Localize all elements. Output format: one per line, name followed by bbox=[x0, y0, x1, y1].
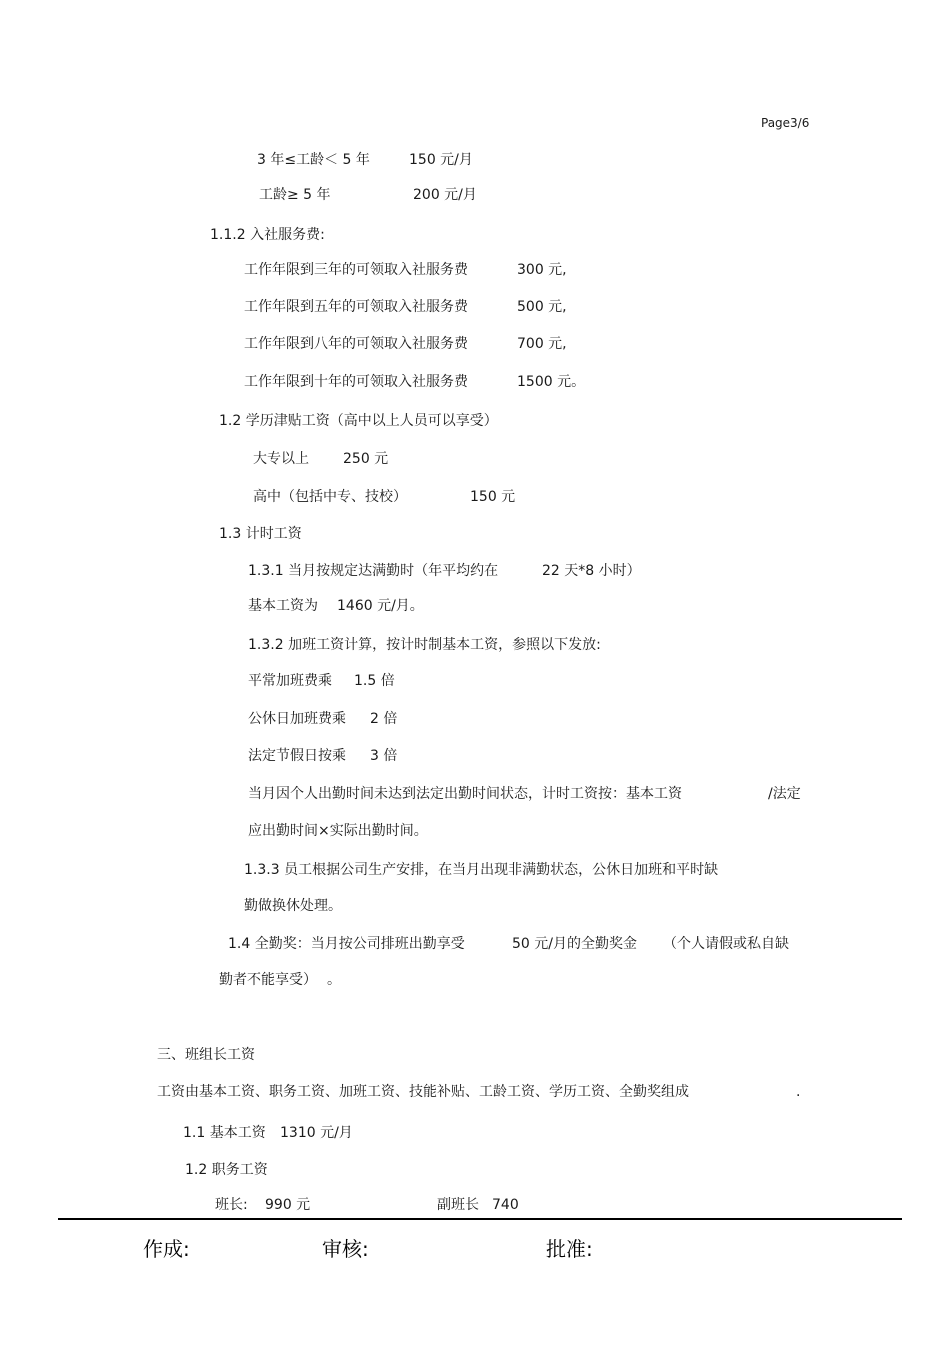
text-line: 工作年限到十年的可领取入社服务费 bbox=[244, 374, 468, 390]
text-line: 勤做换休处理。 bbox=[244, 898, 342, 914]
text-line: 应出勤时间×实际出勤时间。 bbox=[248, 823, 428, 839]
text-value: 700 元, bbox=[517, 336, 567, 352]
text-value: 50 元/月的全勤奖金 bbox=[512, 936, 637, 952]
text-line: 工作年限到八年的可领取入社服务费 bbox=[244, 336, 468, 352]
section-heading: 1.3 计时工资 bbox=[219, 526, 302, 542]
text-value: 150 元/月 bbox=[409, 152, 473, 168]
made-by-label: 作成: bbox=[143, 1237, 190, 1261]
text-line: 大专以上 bbox=[253, 451, 309, 467]
text-line: 。 bbox=[327, 972, 341, 988]
text-line: 工作年限到三年的可领取入社服务费 bbox=[244, 262, 468, 278]
text-line: . bbox=[796, 1084, 801, 1100]
text-line: （个人请假或私自缺 bbox=[663, 936, 789, 952]
text-value: 740 bbox=[492, 1197, 519, 1213]
text-value: 150 元 bbox=[470, 489, 516, 505]
text-value: 1310 元/月 bbox=[280, 1125, 353, 1141]
text-line: 副班长 bbox=[437, 1197, 479, 1213]
text-line: 工资由基本工资、职务工资、加班工资、技能补贴、工龄工资、学历工资、全勤奖组成 bbox=[157, 1084, 689, 1100]
section-heading: 1.2 学历津贴工资（高中以上人员可以享受） bbox=[219, 413, 498, 429]
text-line: 1.3.1 当月按规定达满勤时（年平均约在 bbox=[248, 563, 499, 579]
text-line: 平常加班费乘 bbox=[248, 673, 332, 689]
text-value: 300 元, bbox=[517, 262, 567, 278]
text-value: 1500 元。 bbox=[517, 374, 586, 390]
text-line: 公休日加班费乘 bbox=[248, 711, 346, 727]
section-heading: 1.4 全勤奖：当月按公司排班出勤享受 bbox=[228, 936, 465, 952]
text-value: 200 元/月 bbox=[413, 187, 477, 203]
text-line: 工作年限到五年的可领取入社服务费 bbox=[244, 299, 468, 315]
text-line: 班长: bbox=[215, 1197, 248, 1213]
text-line: 3 年≤工龄＜ 5 年 bbox=[257, 152, 370, 168]
text-value: /法定 bbox=[768, 786, 801, 802]
chapter-heading: 三、班组长工资 bbox=[157, 1047, 255, 1063]
page-number: Page3/6 bbox=[761, 116, 810, 130]
section-heading: 1.1 基本工资 bbox=[183, 1125, 266, 1141]
section-heading: 1.1.2 入社服务费: bbox=[210, 227, 325, 243]
text-value: 2 倍 bbox=[370, 711, 398, 727]
footer-divider bbox=[58, 1218, 902, 1220]
approved-by-label: 批准: bbox=[546, 1237, 593, 1261]
text-value: 990 元 bbox=[265, 1197, 311, 1213]
text-line: 1.3.3 员工根据公司生产安排，在当月出现非满勤状态，公休日加班和平时缺 bbox=[244, 862, 719, 878]
text-line: 高中（包括中专、技校） bbox=[253, 489, 407, 505]
text-line: 法定节假日按乘 bbox=[248, 748, 346, 764]
text-value: 250 元 bbox=[343, 451, 389, 467]
text-value: 1460 元/月。 bbox=[337, 598, 424, 614]
text-line: 基本工资为 bbox=[248, 598, 318, 614]
text-line: 工龄≥ 5 年 bbox=[259, 187, 331, 203]
text-value: 22 天*8 小时） bbox=[542, 563, 641, 579]
text-value: 3 倍 bbox=[370, 748, 398, 764]
text-line: 勤者不能享受） bbox=[219, 972, 317, 988]
text-line: 1.3.2 加班工资计算，按计时制基本工资，参照以下发放: bbox=[248, 637, 601, 653]
section-heading: 1.2 职务工资 bbox=[185, 1162, 268, 1178]
text-line: 当月因个人出勤时间未达到法定出勤时间状态，计时工资按：基本工资 bbox=[248, 786, 682, 802]
reviewed-by-label: 审核: bbox=[322, 1237, 369, 1261]
text-value: 500 元, bbox=[517, 299, 567, 315]
text-value: 1.5 倍 bbox=[354, 673, 395, 689]
